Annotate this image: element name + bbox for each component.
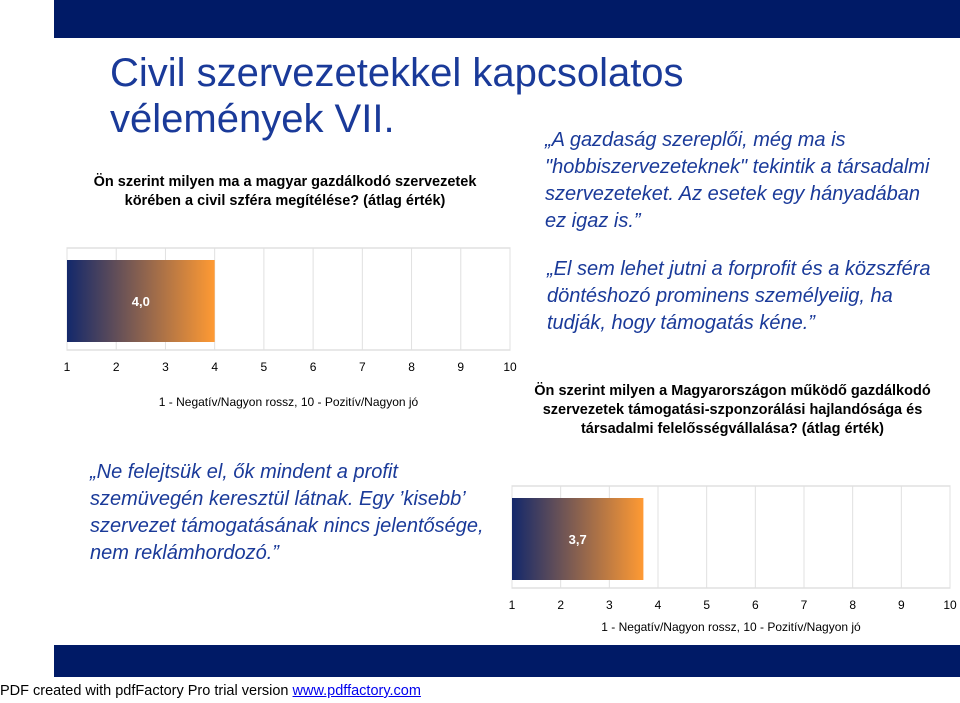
chart2-tick-label: 1 bbox=[508, 598, 516, 612]
chart1-question: Ön szerint milyen ma a magyar gazdálkodó szervezetek körében a civil szféra megítélése? (átlag érték) bbox=[93, 174, 477, 209]
quote-bottom-left: „Ne felejtsük el, ők mindent a profit szemüvegén keresztül látnak. Egy ’kisebb’ szervezet támogatásának nincs jelentősége, nem reklámhordozó.” bbox=[90, 461, 484, 564]
chart2-axis-label: 1 - Negatív/Nagyon rossz, 10 - Pozitív/Nagyon jó bbox=[601, 620, 861, 634]
chart2-tick-label: 10 bbox=[943, 598, 957, 612]
chart2-tick-label: 2 bbox=[557, 598, 565, 612]
quote-middle-right: „El sem lehet jutni a forprofit és a közszféra döntéshozó prominens személyeiig, ha tudják, hogy támogatás kéne.” bbox=[547, 258, 931, 334]
chart1-tick-label: 7 bbox=[358, 360, 366, 374]
chart1-axis-label: 1 - Negatív/Nagyon rossz, 10 - Pozitív/Nagyon jó bbox=[158, 395, 419, 409]
chart2-tick-label: 7 bbox=[800, 598, 808, 612]
chart2-tick-label: 4 bbox=[654, 598, 662, 612]
slide-title: Civil szervezetekkel kapcsolatos vélemények VII. bbox=[110, 51, 684, 141]
chart1-tick-label: 4 bbox=[211, 360, 219, 374]
chart2 bbox=[495, 478, 960, 640]
quote-top-right: „A gazdaság szereplői, még ma is "hobbiszervezeteknek" tekintik a társadalmi szervezeteket. Az esetek egy hányadában ez igaz is.” bbox=[545, 129, 930, 232]
chart2-tick-label: 9 bbox=[897, 598, 905, 612]
top-band bbox=[54, 0, 960, 38]
chart1-tick-label: 1 bbox=[63, 360, 71, 374]
chart1-tick-label: 2 bbox=[112, 360, 120, 374]
footer-text: PDF created with pdfFactory Pro trial version bbox=[0, 683, 293, 699]
chart2-svg bbox=[495, 478, 960, 640]
chart2-tick-label: 3 bbox=[605, 598, 613, 612]
chart1-tick-label: 8 bbox=[408, 360, 415, 374]
chart2-tick-label: 8 bbox=[849, 598, 857, 612]
chart2-question: Ön szerint milyen a Magyarországon működő gazdálkodó szervezetek támogatási-szponzorálási hajlandósága és társadalmi felelősségvállalása? (átlag érték) bbox=[534, 383, 931, 437]
chart2-tick-label: 5 bbox=[703, 598, 711, 612]
chart1-svg bbox=[50, 240, 520, 420]
chart1-value-label: 4,0 bbox=[131, 294, 150, 309]
chart1-tick-label: 5 bbox=[260, 360, 268, 374]
chart1-tick-label: 9 bbox=[457, 360, 465, 374]
footer bbox=[0, 683, 421, 699]
chart1-tick-label: 10 bbox=[503, 360, 517, 374]
footer-link[interactable]: www.pdffactory.com bbox=[292, 683, 421, 699]
chart2-value-label: 3,7 bbox=[568, 532, 587, 547]
bottom-band bbox=[54, 645, 960, 677]
chart2-tick-label: 6 bbox=[751, 598, 759, 612]
chart1-tick-label: 6 bbox=[309, 360, 317, 374]
chart1 bbox=[50, 240, 520, 420]
chart1-tick-label: 3 bbox=[162, 360, 169, 374]
